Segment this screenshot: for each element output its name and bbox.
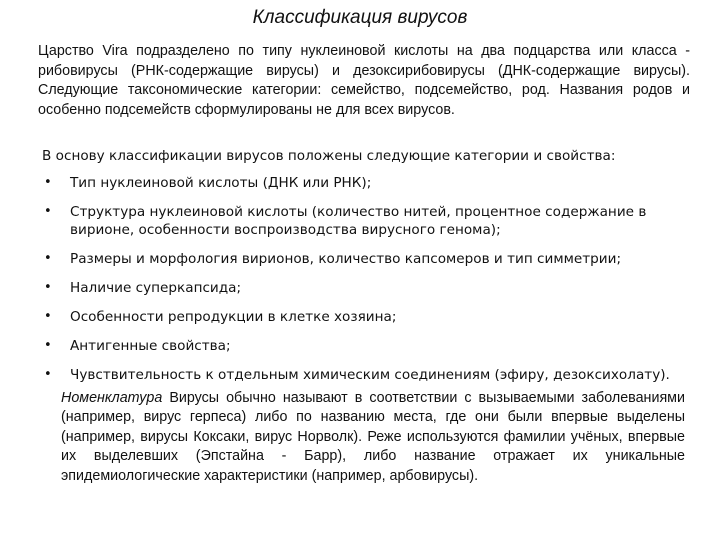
nomenclature-paragraph xyxy=(61,389,685,486)
list-item xyxy=(42,366,682,384)
list-item-text: Особенности репродукции в клетке хозяина; xyxy=(70,309,397,325)
list-item-text: Размеры и морфология вирионов, количество капсомеров и тип симметрии; xyxy=(70,251,622,267)
bullet-icon: • xyxy=(44,280,52,295)
list-item-text: Тип нуклеиновой кислоты (ДНК или РНК); xyxy=(70,175,372,191)
bullet-icon: • xyxy=(44,175,52,190)
page-title: Классификация вирусов xyxy=(252,7,468,28)
list-item xyxy=(42,279,682,297)
bullet-icon: • xyxy=(44,204,52,219)
intro-paragraph: Царство Vira подразделено по типу нуклеиновой кислоты на два подцарства или класса - рибовирусы (РНК-содержащие вирусы) и дезоксирибовирусы (ДНК-содержащие вирусы). Следующие таксономические категории: семейство, подсемейство, род. Названия родов и особенно подсемейств сформулированы не для всех вирусов. xyxy=(38,43,690,118)
list-item-text: Наличие суперкапсида; xyxy=(70,280,242,296)
list-item-text: Структура нуклеиновой кислоты (количество нитей, процентное содержание в вирионе, особенности воспроизводства вирусного генома); xyxy=(70,204,647,238)
bullet-icon: • xyxy=(44,251,52,266)
nomenclature-text: Вирусы обычно называют в соответствии с вызываемыми заболеваниями (например, вирус герпеса) либо по названию места, где они были впервые выделены (например, вирусы Коксаки, вирус Норволк). Реже используются фамилии учёных, впервые их выделевших (Эпстайна - Барр), либо название отражает их уникальные эпидемиологические характеристики (например, арбовирусы). xyxy=(61,390,685,484)
criteria-lead: В основу классификации вирусов положены следующие категории и свойства: xyxy=(42,148,616,164)
list-item-text: Антигенные свойства; xyxy=(70,338,231,354)
list-item xyxy=(42,250,682,268)
criteria-list xyxy=(42,174,682,384)
list-item-text: Чувствительность к отдельным химическим соединениям (эфиру, дезоксихолату). xyxy=(70,367,670,383)
classification-criteria xyxy=(42,147,682,395)
list-item xyxy=(42,203,682,239)
list-item xyxy=(42,174,682,192)
nomenclature-term: Номенклатура xyxy=(61,390,163,406)
bullet-icon: • xyxy=(44,309,52,324)
list-item xyxy=(42,337,682,355)
bullet-icon: • xyxy=(44,367,52,382)
list-item xyxy=(42,308,682,326)
bullet-icon: • xyxy=(44,338,52,353)
